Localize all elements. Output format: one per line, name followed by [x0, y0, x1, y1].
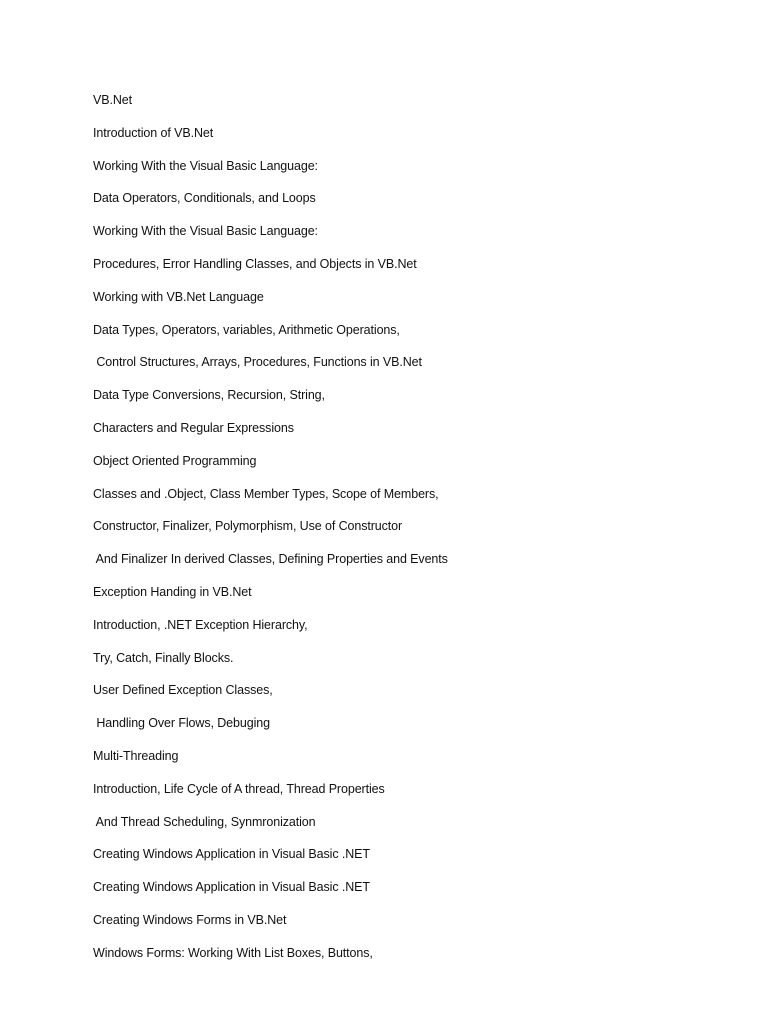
doc-line: Constructor, Finalizer, Polymorphism, Use of Constructor — [93, 519, 403, 534]
doc-line: Creating Windows Application in Visual Basic .NET — [93, 847, 370, 862]
doc-line: Object Oriented Programming — [93, 453, 257, 468]
doc-line: And Thread Scheduling, Synmronization — [93, 814, 316, 829]
doc-line: And Finalizer In derived Classes, Defining Properties and Events — [93, 552, 448, 567]
doc-line: Characters and Regular Expressions — [93, 420, 294, 435]
doc-line: Creating Windows Application in Visual Basic .NET — [93, 880, 370, 895]
doc-line: Working with VB.Net Language — [93, 289, 264, 304]
doc-line: Introduction, .NET Exception Hierarchy, — [93, 617, 308, 632]
doc-line: Data Operators, Conditionals, and Loops — [93, 191, 316, 206]
doc-line: Control Structures, Arrays, Procedures, Functions in VB.Net — [93, 355, 422, 370]
doc-line: Data Type Conversions, Recursion, String, — [93, 388, 325, 403]
doc-line: Introduction, Life Cycle of A thread, Thread Properties — [93, 781, 385, 796]
doc-line: Creating Windows Forms in VB.Net — [93, 912, 287, 927]
doc-line: Introduction of VB.Net — [93, 125, 214, 140]
doc-line-title: VB.Net — [93, 93, 132, 107]
doc-line: Windows Forms: Working With List Boxes, Buttons, — [93, 945, 373, 960]
doc-line: User Defined Exception Classes, — [93, 683, 273, 698]
doc-line: Exception Handing in VB.Net — [93, 584, 252, 599]
document-body — [93, 92, 448, 978]
doc-line: Working With the Visual Basic Language: — [93, 224, 318, 239]
doc-line: Handling Over Flows, Debuging — [93, 716, 270, 731]
doc-line: Multi-Threading — [93, 748, 179, 763]
doc-line: Procedures, Error Handling Classes, and Objects in VB.Net — [93, 256, 417, 271]
doc-line: Try, Catch, Finally Blocks. — [93, 650, 234, 665]
doc-line: Working With the Visual Basic Language: — [93, 158, 318, 173]
doc-line: Data Types, Operators, variables, Arithmetic Operations, — [93, 322, 400, 337]
doc-line: Classes and .Object, Class Member Types, Scope of Members, — [93, 486, 439, 501]
